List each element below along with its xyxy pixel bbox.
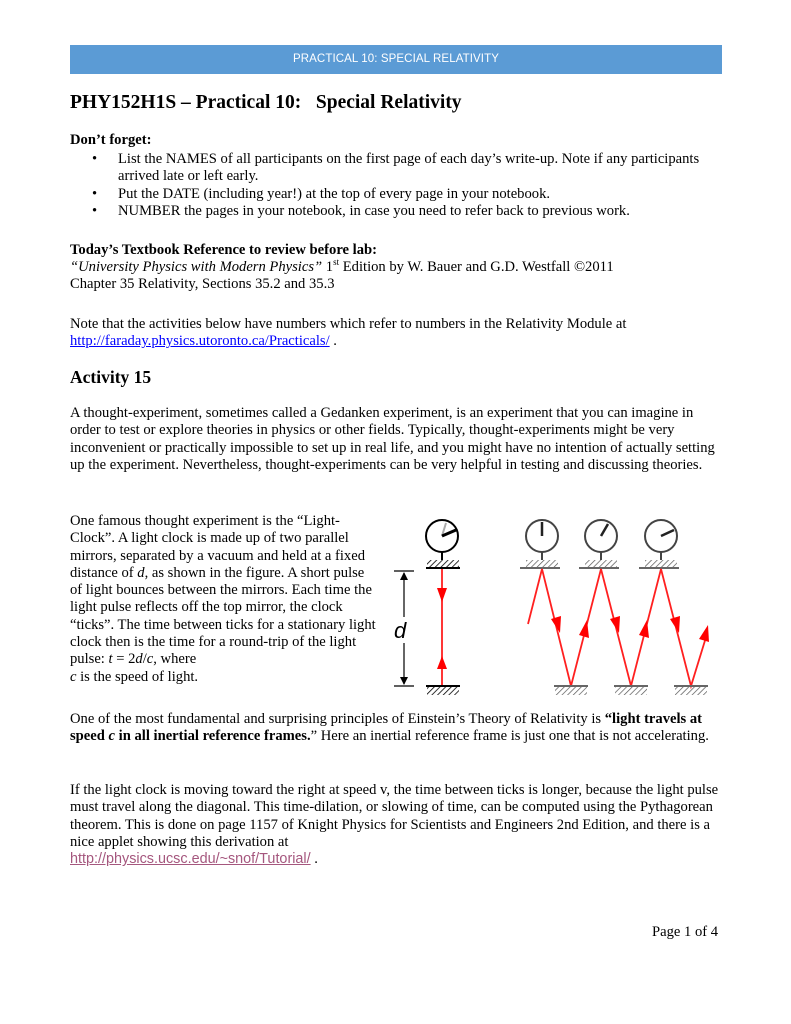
ucsc-tutorial-link[interactable]: http://physics.ucsc.edu/~snof/Tutorial/ [70, 851, 311, 868]
arrow-down-icon [670, 616, 680, 633]
page-title: PHY152H1S – Practical 10: Special Relativity [70, 92, 462, 113]
arrow-up-icon [437, 656, 447, 669]
faraday-practicals-link[interactable]: http://faraday.physics.utoronto.ca/Practicals/ [70, 333, 330, 350]
dont-forget-list [70, 151, 710, 220]
distance-indicator [394, 571, 414, 686]
light-clock-description: One famous thought experiment is the “Light-Clock”. A light clock is made up of two parallel mirrors, separated by a vacuum and held at a fixed distance of d, as shown in the figure. A short pulse of light bounces between the mirrors. Each time the light pulse reflects off the top mirror, the clock “ticks”. The time between ticks for a stationary light clock then is the time for a round-trip of the light pulse: t = 2d/c, where c is the speed of light. [70, 513, 376, 685]
bullet-icon: • [92, 202, 98, 219]
clock-face-icon [579, 520, 619, 568]
bottom-mirror [426, 686, 460, 695]
book-title: “University Physics with Modern Physics” [70, 259, 323, 275]
clock-face-icon [426, 520, 458, 560]
moving-clock-paragraph: If the light clock is moving toward the right at speed v, the time between ticks is longer, because the light pulse must travel along the diagonal. This time-dilation, or slowing of time, can be computed using the Pythagorean theorem. This is done on page 1157 of Knight Physics for Scientists and Engineers 2nd Edition, and there is a nice applet showing this derivation at http://physics.ucsc.edu/~snof/Tutorial/ . [70, 782, 719, 868]
list-item: • List the NAMES of all participants on the first page of each day’s write-up. Note if any participants arrived late or left early. [92, 151, 700, 185]
running-header-text: PRACTICAL 10: SPECIAL RELATIVITY [292, 53, 499, 65]
page-number: Page 1 of 4 [652, 924, 719, 940]
bullet-icon: • [92, 185, 98, 202]
chapter-reference: Chapter 35 Relativity, Sections 35.2 and 35.3 [70, 276, 335, 293]
arrow-down-icon [437, 588, 447, 602]
arrow-down-icon [610, 616, 620, 633]
textbook-reference: “University Physics with Modern Physics” 1st Edition by W. Bauer and G.D. Westfall ©2011 Chapter 35 Relativity, Sections 35.2 and 35.3 [70, 257, 614, 293]
top-mirror [426, 560, 460, 568]
clock-face-icon [520, 520, 560, 568]
activity-heading: Activity 15 [70, 367, 152, 387]
stationary-clock [394, 520, 460, 695]
bottom-mirror [554, 686, 588, 695]
arrow-down-icon [551, 616, 561, 633]
bullet-icon: • [92, 151, 98, 167]
textbook-heading: Today’s Textbook Reference to review before lab: [70, 242, 377, 258]
light-clock-figure [390, 510, 722, 700]
dont-forget-heading: Don’t forget: [70, 132, 152, 148]
activity-intro: A thought-experiment, sometimes called a Gedanken experiment, is an experiment that you can imagine in order to test or explore theories in physics or other fields. Typically, thought-experiments might be very inconvenient or practically impossible to set up in real life, and you might have no intention of actually setting up the experiment. Nevertheless, thought-experiments can be very helpful in testing and discussing theories. [70, 405, 715, 473]
list-item: • Put the DATE (including year!) at the top of every page in your notebook. [92, 185, 551, 202]
arrow-up-icon [699, 625, 709, 642]
bottom-mirror [614, 686, 648, 695]
moving-clock [520, 520, 709, 695]
clock-face-icon [639, 520, 679, 568]
einstein-principle: One of the most fundamental and surprising principles of Einstein’s Theory of Relativity is “light travels at speed c in all inertial reference frames.” Here an inertial reference frame is just one that is not accelerating. [70, 711, 709, 745]
module-note: Note that the activities below have numbers which refer to numbers in the Relativity Module at http://faraday.physics.utoronto.ca/Practicals/ . [70, 316, 627, 350]
running-header [70, 45, 722, 74]
distance-label: d [394, 618, 407, 643]
list-item: • NUMBER the pages in your notebook, in case you need to refer back to previous work. [92, 202, 630, 219]
bottom-mirror [674, 686, 708, 695]
